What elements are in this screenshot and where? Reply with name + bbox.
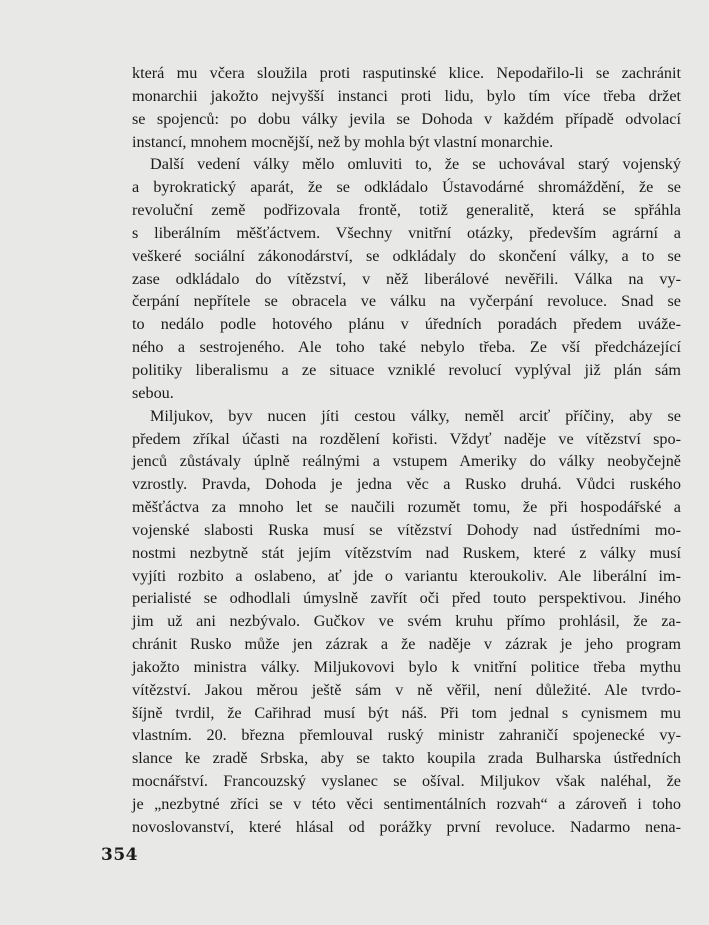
- text-line: se spojenců: po dobu války jevila se Dohoda v každém případě odvolací: [132, 109, 681, 128]
- text-line: veškeré sociální zákonodárství, se odkládaly do skončení války, a to se: [132, 246, 681, 265]
- text-line: vyjíti rozbito a oslabeno, ať jde o variantu kteroukoliv. Ale liberální im-: [132, 566, 681, 585]
- text-line: jenců zůstávaly úplně reálnými a vstupem Ameriky do války neobyčejně: [132, 452, 681, 471]
- text-line: vlastním. 20. března přemlouval ruský ministr zahraničí spojenecké vy-: [132, 726, 681, 745]
- text-line: novoslovanství, které hlásal od porážky první revoluce. Nadarmo nena-: [132, 817, 681, 836]
- text-line: nostmi nezbytně stát jejím vítězstvím nad Ruskem, které z války musí: [132, 543, 681, 562]
- text-line: politiky liberalismu a ze situace vzniklé revolucí vyplýval již plán sám: [132, 360, 681, 379]
- body-text: [132, 62, 681, 839]
- text-line: která mu včera sloužila proti rasputinské klice. Nepodařilo-li se zachránit: [132, 64, 681, 82]
- text-line: Další vedení války mělo omluviti to, že se uchovával starý vojenský: [150, 155, 681, 174]
- text-line: Miljukov, byv nucen jíti cestou války, neměl arciť příčiny, aby se: [150, 406, 681, 425]
- text-line: zase odkládalo do vítězství, v něž liberálové nevěřili. Válka na vy-: [132, 269, 681, 288]
- text-line: je „nezbytné zříci se v této věci sentimentálních rozvah“ a zároveň i toho: [132, 795, 681, 813]
- text-line: vojenské slabosti Ruska musí se vítězství Dohody nad ústředními mo-: [132, 520, 681, 539]
- text-line: s liberálním měšťáctvem. Všechny vnitřní otázky, především agrární a: [132, 223, 681, 242]
- text-line: vzrostly. Pravda, Dohoda je jedna věc a Rusko druhá. Vůdci ruského: [132, 475, 681, 494]
- paragraph: [132, 153, 681, 404]
- text-line: revoluční země podřizovala frontě, totiž generalitě, která se spřáhla: [132, 201, 681, 220]
- paragraph: [132, 62, 681, 153]
- text-line: slance ke zradě Srbska, aby se takto koupila zrada Bulharska ústředních: [132, 749, 681, 768]
- text-line: šíjně tvrdil, že Cařihrad musí být náš. Při tom jednal s cynismem mu: [132, 703, 681, 722]
- text-line: ného a sestrojeného. Ale toho také nebylo třeba. Ze vší předcházející: [132, 338, 681, 357]
- text-line: čerpání nepřítele se obracela ve válku na vyčerpání revoluce. Snad se: [132, 292, 681, 311]
- text-line: monarchii jakožto nejvyšší instanci proti lidu, bylo tím více třeba držet: [132, 86, 681, 105]
- text-line: chránit Rusko může jen zázrak a že naděje v zázrak je jeho program: [132, 635, 681, 654]
- text-line: vítězství. Jakou měrou ještě sám v ně věřil, není důležité. Ale tvrdo-: [132, 680, 681, 699]
- text-line: to nedálo podle hotového plánu v úředních poradách předem uváže-: [132, 315, 681, 334]
- text-line: měšťáctva za mnoho let se naučili rozumět tomu, že při hospodářské a: [132, 498, 681, 517]
- text-line: jakožto ministra války. Miljukovovi bylo k vnitřní politice třeba mythu: [132, 657, 681, 676]
- text-line: sebou.: [132, 383, 174, 402]
- text-line: předem zříkal účasti na rozdělení kořisti. Vždyť naděje ve vítězství spo-: [132, 429, 681, 448]
- text-line: instancí, mnohem mocnější, než by mohla být vlastní monarchie.: [132, 132, 554, 151]
- text-line: mocnářství. Francouzský vyslanec se ošíval. Miljukov však naléhal, že: [132, 772, 681, 791]
- text-line: a byrokratický aparát, že se odkládalo Ústavodárné shromáždění, že se: [132, 178, 681, 197]
- page-number: 354: [101, 845, 138, 865]
- paragraph: [132, 405, 681, 839]
- text-line: perialisté se odhodlali úmyslně zavřít oči před touto perspektivou. Jiného: [132, 589, 681, 608]
- text-line: jim už ani nezbývalo. Gučkov ve svém kruhu přímo prohlásil, že za-: [132, 612, 681, 631]
